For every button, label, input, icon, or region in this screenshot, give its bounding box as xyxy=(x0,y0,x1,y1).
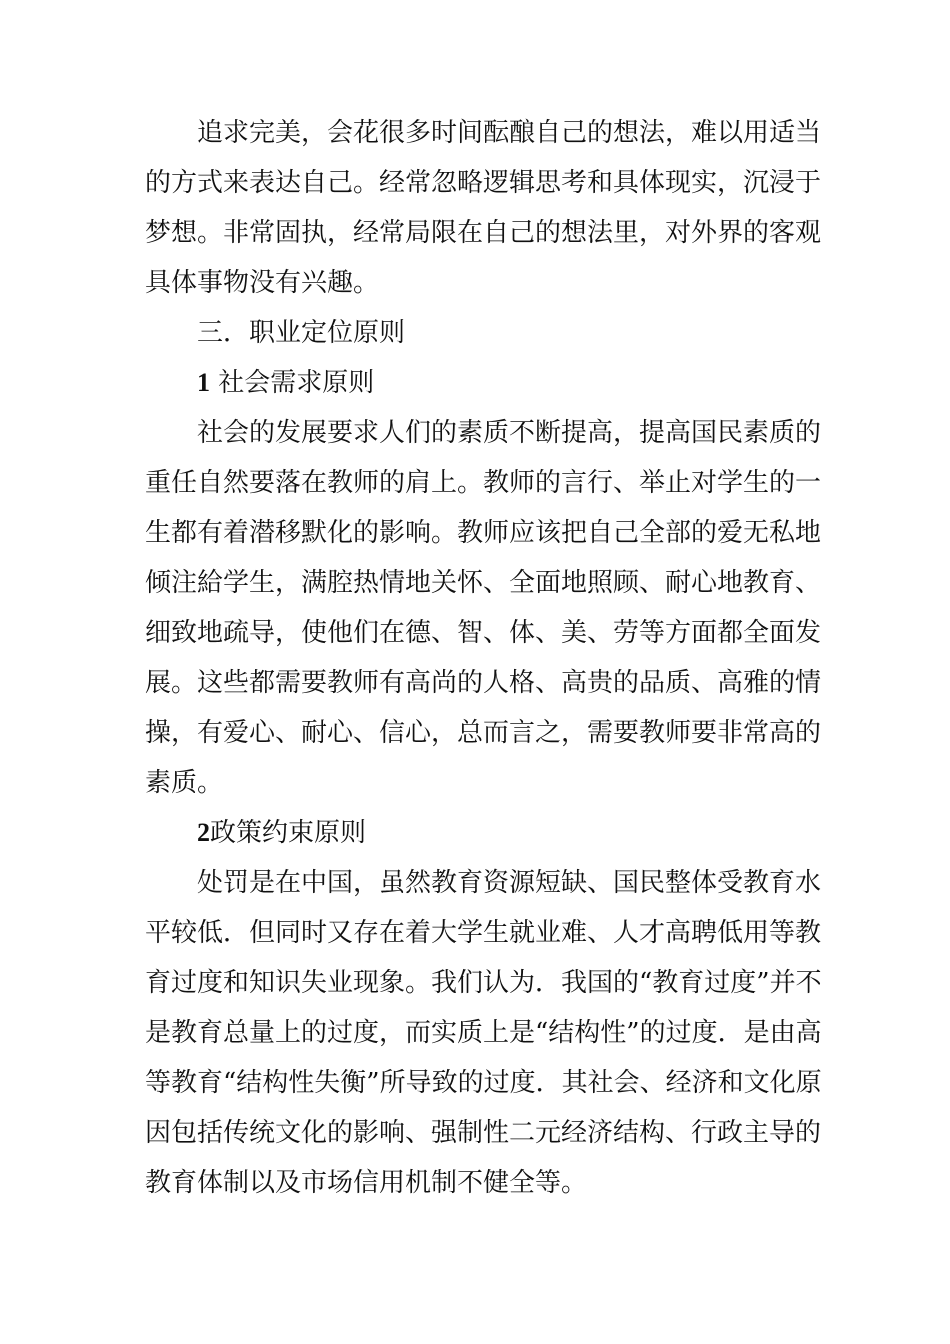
paragraph-line: 教育体制以及市场信用机制不健全等。 xyxy=(145,1168,588,1198)
paragraph-line: 等教育“结构性失衡”所导致的过度．其社会、经济和文化原 xyxy=(145,1068,822,1098)
paragraph-line: 倾注給学生，满腔热情地关怀、全面地照顾、耐心地教育、 xyxy=(145,568,822,598)
paragraph-line: 社会的发展要求人们的素质不断提高，提高国民素质的 xyxy=(197,418,822,448)
subsection-title: 社会需求原则 xyxy=(218,368,375,398)
paragraph-line: 追求完美，会花很多时间酝酿自己的想法，难以用适当 xyxy=(197,118,822,148)
section-heading: 三．职业定位原则 xyxy=(197,318,406,348)
paragraph-line: 重任自然要落在教师的肩上。教师的言行、举止对学生的一 xyxy=(145,468,822,498)
paragraph-line: 梦想。非常固执，经常局限在自己的想法里，对外界的客观 xyxy=(145,218,822,248)
paragraph-line: 素质。 xyxy=(145,768,224,798)
paragraph-line: 展。这些都需要教师有高尚的人格、高贵的品质、高雅的情 xyxy=(145,668,822,698)
subsection-heading xyxy=(197,363,815,403)
subsection-title: 政策约束原则 xyxy=(210,818,367,848)
paragraph-line: 平较低．但同时又存在着大学生就业难、人才高聘低用等教 xyxy=(145,918,822,948)
paragraph-line: 因包括传统文化的影响、强制性二元经济结构、行政主导的 xyxy=(145,1118,822,1148)
paragraph-line: 细致地疏导，使他们在德、智、体、美、劳等方面都全面发 xyxy=(145,618,822,648)
subsection-number: 2 xyxy=(197,818,210,847)
paragraph-line: 操，有爱心、耐心、信心，总而言之，需要教师要非常高的 xyxy=(145,718,822,748)
subsection-heading xyxy=(197,813,815,853)
paragraph-line: 处罚是在中国，虽然教育资源短缺、国民整体受教育水 xyxy=(197,868,822,898)
subsection-number: 1 xyxy=(197,368,210,397)
paragraph-line: 具体事物没有兴趣。 xyxy=(145,268,380,298)
paragraph-line: 的方式来表达自己。经常忽略逻辑思考和具体现实，沉浸于 xyxy=(145,168,822,198)
paragraph-line: 育过度和知识失业现象。我们认为．我国的“教育过度”并不 xyxy=(145,968,822,998)
paragraph-line: 生都有着潜移默化的影响。教师应该把自己全部的爱无私地 xyxy=(145,518,822,548)
paragraph-line: 是教育总量上的过度，而实质上是“结构性”的过度．是由高 xyxy=(145,1018,822,1048)
